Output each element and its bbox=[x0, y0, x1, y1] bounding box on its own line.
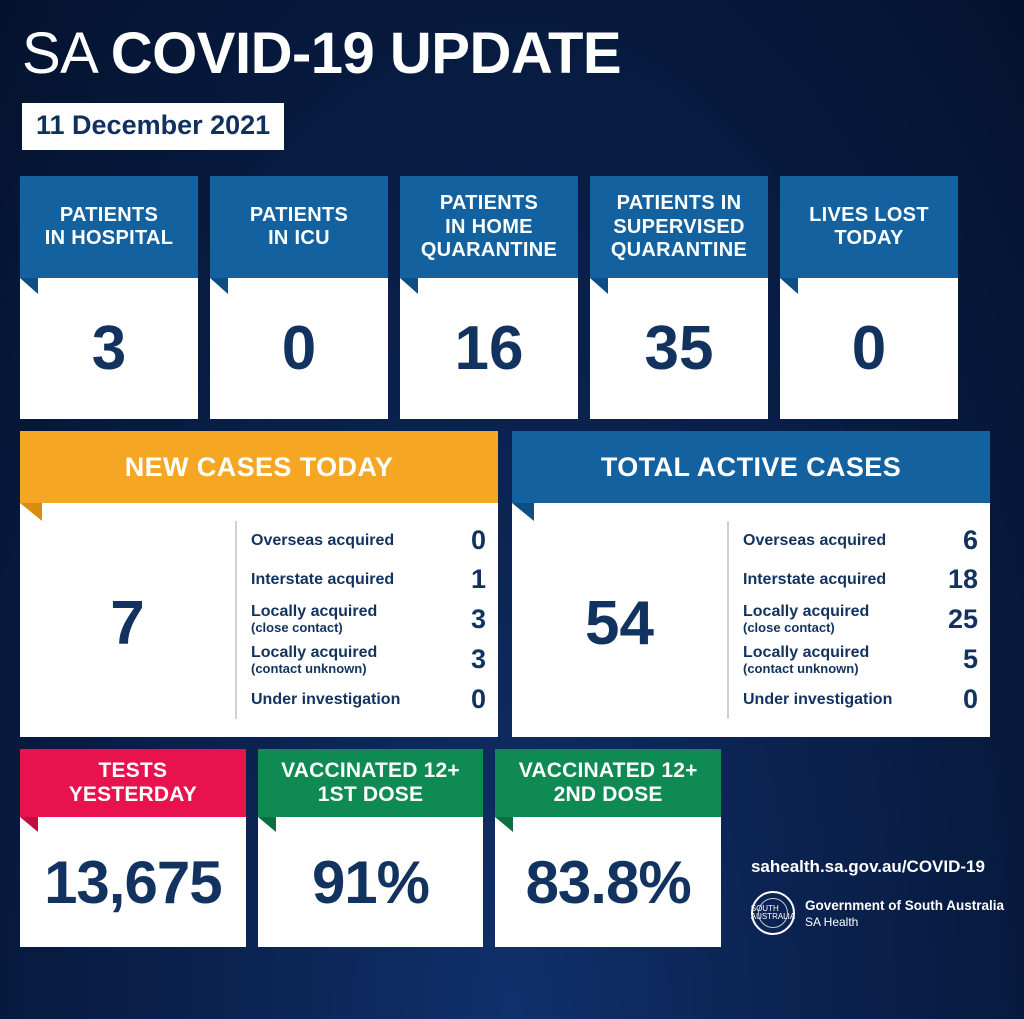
panel-body bbox=[512, 503, 990, 737]
stat-tile-header bbox=[210, 176, 388, 278]
breakdown-label: Interstate acquired bbox=[251, 570, 395, 588]
breakdown-row bbox=[251, 640, 486, 680]
breakdown-label: Overseas acquired bbox=[251, 531, 395, 549]
panel-header: TOTAL ACTIVE CASES bbox=[512, 431, 990, 503]
breakdown-label bbox=[743, 644, 869, 676]
department-name: SA Health bbox=[804, 914, 859, 929]
breakdown-value: 25 bbox=[947, 603, 978, 634]
stat-label-line-1: TESTS bbox=[98, 758, 168, 782]
stat-value: 3 bbox=[91, 314, 127, 384]
breakdown-value: 0 bbox=[470, 525, 486, 556]
breakdown-row bbox=[743, 560, 978, 599]
stat-label-line-1: VACCINATED 12+ bbox=[518, 758, 698, 782]
breakdown-row bbox=[251, 521, 486, 560]
breakdown-value: 18 bbox=[947, 564, 978, 595]
footer bbox=[733, 857, 1004, 947]
panel-total-value: 54 bbox=[585, 588, 654, 658]
stat-value: 35 bbox=[644, 314, 714, 384]
header-notch bbox=[512, 503, 534, 521]
header-notch bbox=[258, 817, 276, 832]
stat-label-line-1: LIVES LOST bbox=[809, 203, 929, 226]
breakdown-label-main: Locally acquired bbox=[251, 643, 378, 661]
breakdown-value: 1 bbox=[470, 564, 486, 595]
stat-tile-patients-in-supervised-quarantine bbox=[590, 176, 768, 419]
breakdown-label-sub: (close contact) bbox=[743, 620, 835, 636]
government-text bbox=[805, 898, 1004, 929]
stat-label-line-2: 2ND DOSE bbox=[553, 783, 663, 807]
breakdown-label-sub: (contact unknown) bbox=[743, 660, 859, 676]
stat-tile-vaccinated-2nd-dose bbox=[495, 749, 721, 947]
top-stats-row bbox=[20, 176, 1004, 419]
stat-tile-lives-lost-today bbox=[780, 176, 958, 419]
breakdown-label-main: Locally acquired bbox=[251, 603, 378, 621]
breakdown-row bbox=[743, 680, 978, 719]
breakdown-label-main: Locally acquired bbox=[743, 643, 870, 661]
stat-label-line-2: 1ST DOSE bbox=[317, 783, 424, 807]
stat-label-line-2: YESTERDAY bbox=[68, 783, 197, 807]
breakdown-label-main: Locally acquired bbox=[743, 603, 870, 621]
stat-value: 0 bbox=[281, 314, 317, 384]
stat-tile-header bbox=[258, 749, 484, 817]
breakdown-value: 5 bbox=[962, 644, 978, 675]
stat-tile-vaccinated-1st-dose bbox=[258, 749, 484, 947]
stat-tile-header bbox=[20, 176, 198, 278]
breakdown-value: 3 bbox=[470, 603, 486, 634]
header-notch bbox=[400, 278, 418, 294]
breakdown-label: Overseas acquired bbox=[743, 531, 887, 549]
header-notch bbox=[210, 278, 228, 294]
header-notch bbox=[20, 278, 38, 294]
stat-label-line-2: TODAY bbox=[834, 227, 904, 250]
website-url[interactable]: sahealth.sa.gov.au/COVID-19 bbox=[750, 857, 985, 877]
bottom-stats-row bbox=[20, 749, 1004, 947]
panel-new-cases-today bbox=[20, 431, 498, 737]
breakdown-label bbox=[251, 603, 377, 635]
breakdown-label: Interstate acquired bbox=[743, 570, 887, 588]
breakdown-label: Under investigation bbox=[743, 690, 893, 708]
breakdown-label-sub: (contact unknown) bbox=[251, 660, 367, 676]
stat-label-line-2: IN HOSPITAL bbox=[44, 227, 174, 250]
stat-value: 83.8% bbox=[525, 848, 691, 916]
stat-tile-header bbox=[780, 176, 958, 278]
stat-label-line-1: PATIENTS bbox=[249, 203, 349, 226]
panel-body bbox=[20, 503, 498, 737]
header-notch bbox=[20, 503, 42, 521]
government-logo bbox=[751, 891, 1004, 935]
panel-total-value: 7 bbox=[110, 588, 145, 658]
breakdown-label: Under investigation bbox=[251, 690, 401, 708]
stat-label-line-1: PATIENTS bbox=[59, 203, 159, 226]
breakdown-value: 6 bbox=[962, 525, 978, 556]
stat-tile-header bbox=[590, 176, 768, 278]
stat-label-line-3: QUARANTINE bbox=[610, 238, 748, 261]
stat-label-line-2: IN ICU bbox=[268, 227, 330, 250]
breakdown-row bbox=[743, 599, 978, 639]
header-notch bbox=[495, 817, 513, 832]
title-prefix: SA bbox=[22, 21, 111, 86]
stat-value: 0 bbox=[851, 314, 887, 384]
date-badge: 11 December 2021 bbox=[22, 103, 284, 150]
stat-label-line-1: PATIENTS IN bbox=[616, 192, 742, 215]
crest-inner-text: SOUTH AUSTRALIA bbox=[758, 898, 788, 928]
breakdown-value: 0 bbox=[962, 684, 978, 715]
breakdown-label bbox=[743, 603, 869, 635]
stat-value: 16 bbox=[454, 314, 524, 384]
panel-breakdown-list bbox=[727, 521, 978, 719]
stat-value: 13,675 bbox=[44, 848, 222, 916]
breakdown-row bbox=[251, 680, 486, 719]
stat-tile-header bbox=[400, 176, 578, 278]
stat-tile-header bbox=[20, 749, 246, 817]
panel-header: NEW CASES TODAY bbox=[20, 431, 498, 503]
panel-breakdown-list bbox=[235, 521, 486, 719]
breakdown-value: 3 bbox=[470, 644, 486, 675]
stat-label-line-3: QUARANTINE bbox=[420, 238, 558, 261]
panel-total-active-cases bbox=[512, 431, 990, 737]
stat-label-line-2: SUPERVISED bbox=[613, 215, 745, 238]
stat-label-line-2: IN HOME bbox=[445, 215, 533, 238]
stat-label-line-1: PATIENTS bbox=[439, 192, 539, 215]
breakdown-row bbox=[743, 521, 978, 560]
header-notch bbox=[590, 278, 608, 294]
breakdown-row bbox=[251, 599, 486, 639]
title-main: COVID-19 UPDATE bbox=[110, 21, 622, 86]
stat-label-line-1: VACCINATED 12+ bbox=[281, 758, 460, 782]
case-panels-row bbox=[20, 431, 1004, 737]
stat-tile-patients-in-home-quarantine bbox=[400, 176, 578, 419]
stat-tile-header bbox=[495, 749, 721, 817]
breakdown-row bbox=[743, 640, 978, 680]
breakdown-label bbox=[251, 644, 377, 676]
sa-crest-icon bbox=[751, 891, 795, 935]
breakdown-value: 0 bbox=[470, 684, 486, 715]
breakdown-label-sub: (close contact) bbox=[251, 620, 343, 636]
stat-tile-patients-in-hospital bbox=[20, 176, 198, 419]
stat-tile-tests-yesterday bbox=[20, 749, 246, 947]
government-name: Government of South Australia bbox=[804, 897, 1004, 913]
breakdown-row bbox=[251, 560, 486, 599]
stat-value: 91% bbox=[311, 848, 430, 916]
page-title bbox=[22, 21, 1004, 86]
stat-tile-patients-in-icu bbox=[210, 176, 388, 419]
header-notch bbox=[780, 278, 798, 294]
header-notch bbox=[20, 817, 38, 832]
